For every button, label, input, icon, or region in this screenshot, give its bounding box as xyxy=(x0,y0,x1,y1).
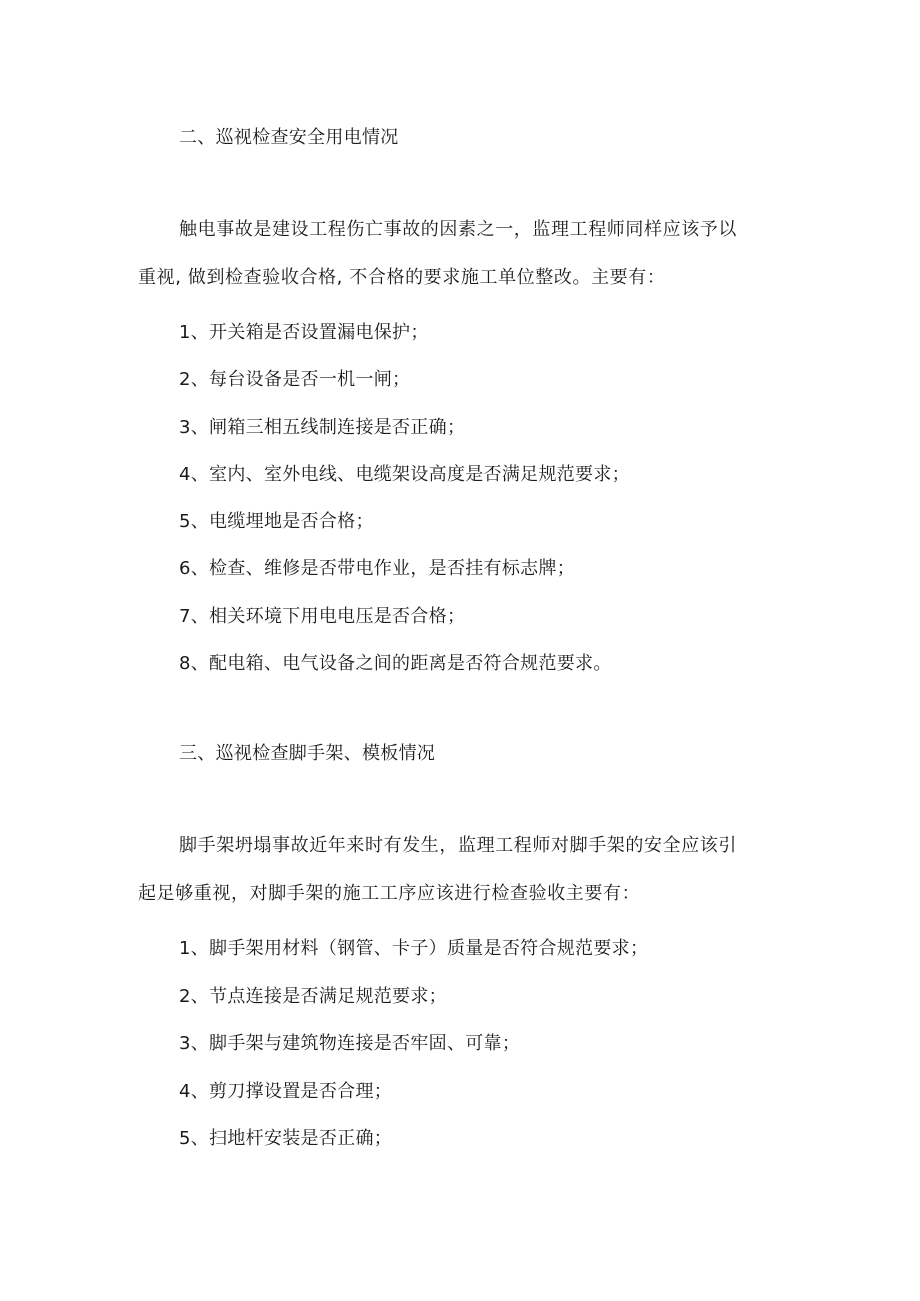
section3-item-1: 1、脚手架用材料（钢管、卡子）质量是否符合规范要求； xyxy=(179,938,649,959)
section3-item-3: 3、脚手架与建筑物连接是否牢固、可靠； xyxy=(179,1033,521,1054)
section2-intro-line2: 重视, 做到检查验收合格, 不合格的要求施工单位整改。主要有： xyxy=(138,267,666,288)
section2-item-4: 4、室内、室外电线、电缆架设高度是否满足规范要求； xyxy=(179,464,630,485)
section3-heading: 三、巡视检查脚手架、模板情况 xyxy=(179,743,436,764)
section2-item-7: 7、相关环境下用电电压是否合格； xyxy=(179,606,466,627)
section2-item-8: 8、配电箱、电气设备之间的距离是否符合规范要求。 xyxy=(179,653,612,674)
section3-intro-line1: 脚手架坍塌事故近年来时有发生，监理工程师对脚手架的安全应该引 xyxy=(179,835,737,856)
section3-item-5: 5、扫地杆安装是否正确； xyxy=(179,1128,393,1149)
section2-heading: 二、巡视检查安全用电情况 xyxy=(179,127,399,148)
section3-item-2: 2、节点连接是否满足规范要求； xyxy=(179,986,447,1007)
section2-intro-line1: 触电事故是建设工程伤亡事故的因素之一，监理工程师同样应该予以 xyxy=(179,219,737,240)
section2-item-3: 3、闸箱三相五线制连接是否正确； xyxy=(179,417,466,438)
section2-item-2: 2、每台设备是否一机一闸； xyxy=(179,369,411,390)
section3-intro-line2: 起足够重视，对脚手架的施工工序应该进行检查验收主要有： xyxy=(138,883,641,904)
section2-item-1: 1、开关箱是否设置漏电保护； xyxy=(179,322,429,343)
section3-item-4: 4、剪刀撑设置是否合理； xyxy=(179,1081,393,1102)
section2-item-5: 5、电缆埋地是否合格； xyxy=(179,511,374,532)
section2-item-6: 6、检查、维修是否带电作业，是否挂有标志牌； xyxy=(179,558,576,579)
